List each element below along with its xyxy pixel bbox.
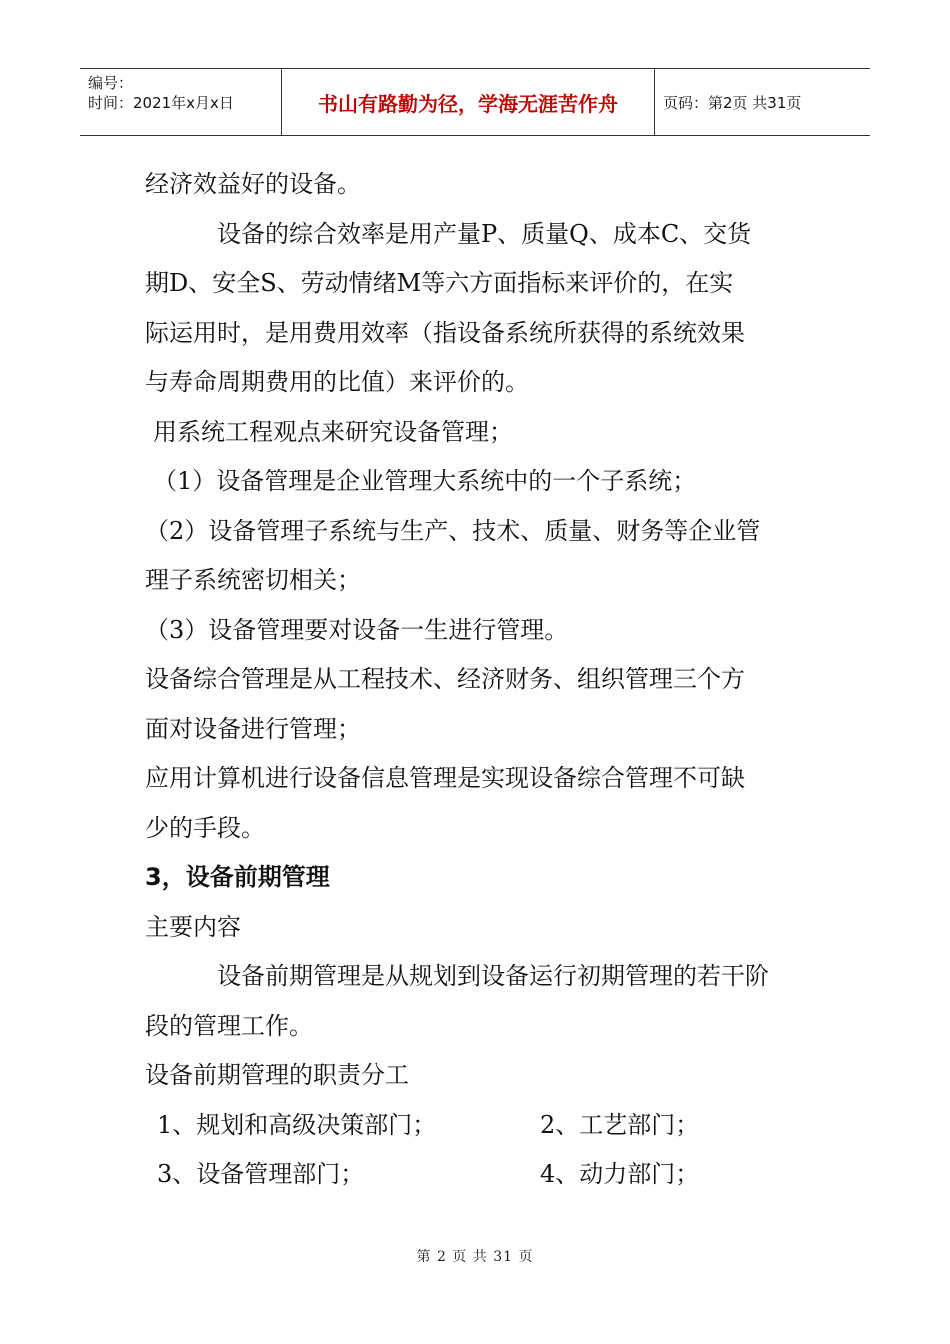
page-header	[80, 68, 870, 136]
paragraph: 经济效益好的设备。	[145, 170, 361, 198]
list-item-line: 理子系统密切相关；	[145, 566, 361, 594]
paragraph-line: 设备综合管理是从工程技术、经济财务、组织管理三个方	[145, 665, 745, 693]
header-page-label: 页码：第2页 共31页	[663, 93, 802, 112]
list-item-line: （2）设备管理子系统与生产、技术、质量、财务等企业管	[145, 516, 761, 545]
paragraph-line: 段的管理工作。	[145, 1011, 313, 1040]
paragraph-line: 面对设备进行管理；	[145, 714, 361, 743]
list-item: （1）设备管理是企业管理大系统中的一个子系统；	[153, 467, 697, 495]
paragraph-line: 设备前期管理是从规划到设备运行初期管理的若干阶	[217, 962, 769, 990]
paragraph-line: 少的手段。	[145, 813, 265, 842]
duty-item: 1、规划和高级决策部门；	[157, 1110, 437, 1139]
paragraph: 主要内容	[145, 912, 241, 941]
paragraph-line: 设备的综合效率是用产量P、质量Q、成本C、交货	[217, 219, 752, 248]
duty-row	[145, 1150, 810, 1200]
paragraph: 设备前期管理的职责分工	[145, 1061, 409, 1089]
header-meta	[80, 69, 282, 135]
paragraph: 用系统工程观点来研究设备管理；	[153, 417, 513, 446]
list-item: （3）设备管理要对设备一生进行管理。	[145, 615, 569, 644]
document-number-label: 编号：	[88, 74, 134, 92]
duty-item: 4、动力部门；	[540, 1160, 700, 1188]
paragraph-line: 期D、安全S、劳动情绪M等六方面指标来评价的，在实	[145, 269, 734, 297]
section-heading: 3，设备前期管理	[145, 863, 330, 891]
document-body	[145, 160, 810, 1200]
page-footer: 第 2 页 共 31 页	[416, 1249, 534, 1265]
paragraph-line: 际运用时，是用费用效率（指设备系统所获得的系统效果	[145, 318, 745, 347]
duty-item: 2、工艺部门；	[540, 1110, 700, 1139]
duty-row	[145, 1101, 810, 1151]
paragraph-line: 与寿命周期费用的比值）来评价的。	[145, 368, 529, 396]
header-motto: 书山有路勤为径，学海无涯苦作舟	[282, 69, 655, 135]
duty-item: 3、设备管理部门；	[157, 1160, 365, 1188]
document-date-label: 时间：2021年x月x日	[88, 94, 234, 112]
paragraph-line: 应用计算机进行设备信息管理是实现设备综合管理不可缺	[145, 764, 745, 792]
